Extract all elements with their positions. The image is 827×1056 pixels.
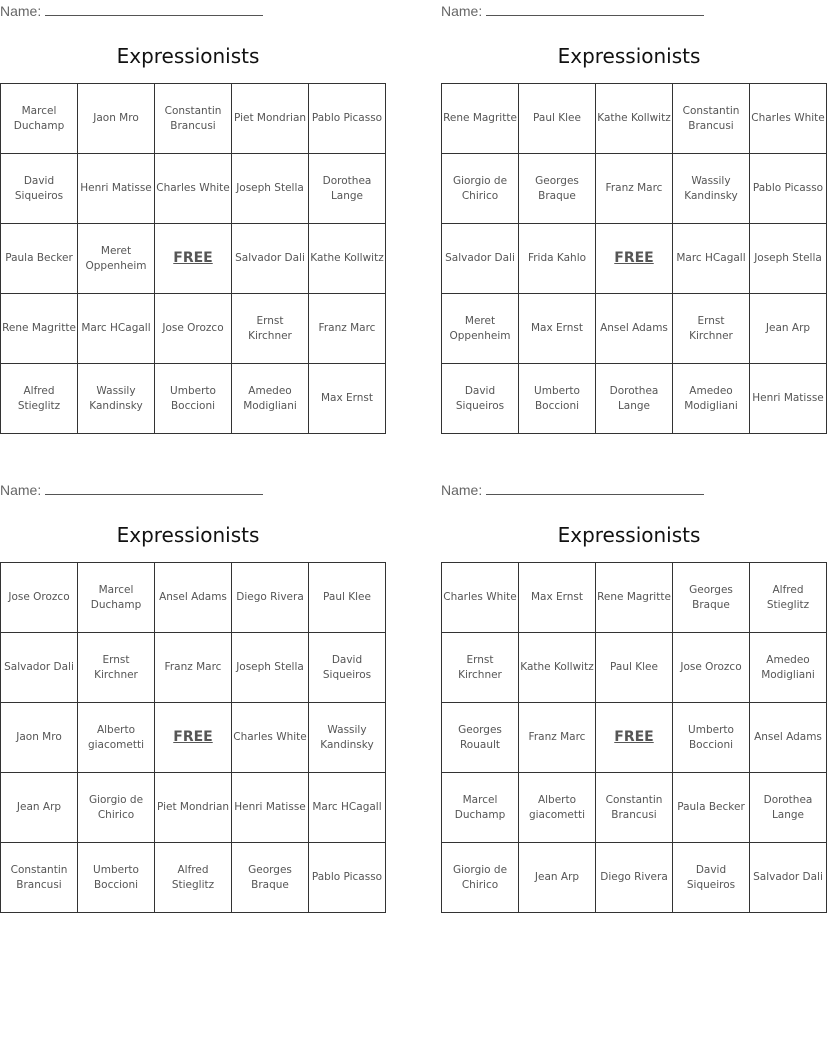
bingo-square[interactable] [750,154,827,224]
bingo-square[interactable] [519,84,596,154]
name-label: Name: [441,482,483,498]
square-label: Ernst Kirchner [94,653,138,681]
square-label: Ernst Kirchner [689,314,733,342]
bingo-square[interactable] [1,703,78,773]
name-line [0,3,263,19]
square-label: Paul Klee [610,661,658,673]
square-label: Jose Orozco [162,322,224,334]
bingo-square[interactable] [673,843,750,913]
square-label: FREE [614,728,654,745]
square-label: Jaon Mro [93,112,139,124]
square-label: Marcel Duchamp [454,793,506,821]
square-label: Franz Marc [528,731,586,743]
square-label: Alfred Stieglitz [171,863,215,891]
name-blank[interactable] [486,3,704,16]
square-label: Salvador Dali [4,661,74,673]
bingo-square[interactable] [232,633,309,703]
bingo-grid [441,562,827,913]
free-square[interactable] [596,224,673,294]
bingo-square[interactable] [442,294,519,364]
bingo-square[interactable] [309,224,386,294]
bingo-square[interactable] [155,773,232,843]
bingo-square[interactable] [155,294,232,364]
bingo-square[interactable] [519,703,596,773]
square-label: Marcel Duchamp [90,583,142,611]
bingo-square[interactable] [155,154,232,224]
square-label: FREE [614,249,654,266]
square-label: Dorothea Lange [609,384,659,412]
square-label: Meret Oppenheim [449,314,511,342]
bingo-row [1,563,386,633]
bingo-square[interactable] [309,773,386,843]
card-title: Expressionists [116,523,260,547]
bingo-grid [0,562,386,913]
square-label: Max Ernst [320,392,374,404]
bingo-square[interactable] [309,84,386,154]
square-label: Kathe Kollwitz [520,661,594,673]
bingo-grid [441,83,827,434]
square-label: Amedeo Modigliani [684,384,738,412]
square-label: Giorgio de Chirico [88,793,144,821]
square-label: Franz Marc [605,182,663,194]
bingo-square[interactable] [78,703,155,773]
square-label: Georges Braque [248,863,292,891]
bingo-row [442,633,827,703]
bingo-row [1,84,386,154]
bingo-square[interactable] [750,294,827,364]
name-blank[interactable] [45,482,263,495]
bingo-square[interactable] [750,843,827,913]
bingo-square[interactable] [442,224,519,294]
bingo-square[interactable] [1,294,78,364]
card-title: Expressionists [557,44,701,68]
bingo-square[interactable] [673,773,750,843]
bingo-square[interactable] [442,843,519,913]
bingo-square[interactable] [232,294,309,364]
name-line [441,3,704,19]
name-line [0,482,263,498]
bingo-square[interactable] [1,364,78,434]
square-label: Georges Rouault [458,723,502,751]
square-label: Ernst Kirchner [248,314,292,342]
square-label: Wassily Kandinsky [320,723,374,751]
bingo-square[interactable] [232,773,309,843]
bingo-square[interactable] [750,633,827,703]
square-label: Pablo Picasso [752,182,824,194]
bingo-row [442,294,827,364]
square-label: Marc HCagall [312,801,382,813]
square-label: Dorothea Lange [763,793,813,821]
square-label: Max Ernst [530,591,584,603]
square-label: David Siqueiros [322,653,372,681]
bingo-square[interactable] [155,364,232,434]
bingo-square[interactable] [155,84,232,154]
square-label: Umberto Boccioni [93,863,139,891]
square-label: Joseph Stella [236,182,304,194]
bingo-square[interactable] [78,84,155,154]
square-label: Joseph Stella [754,252,822,264]
bingo-square[interactable] [78,843,155,913]
bingo-square[interactable] [596,563,673,633]
square-label: David Siqueiros [686,863,736,891]
square-label: Salvador Dali [753,871,823,883]
square-label: Charles White [751,112,825,124]
square-label: Ernst Kirchner [458,653,502,681]
square-label: Kathe Kollwitz [597,112,671,124]
bingo-row [442,84,827,154]
bingo-square[interactable] [442,703,519,773]
bingo-row [1,633,386,703]
bingo-row [1,154,386,224]
bingo-row [1,224,386,294]
free-square[interactable] [155,224,232,294]
square-label: Jose Orozco [8,591,70,603]
square-label: Joseph Stella [236,661,304,673]
square-label: Constantin Brancusi [605,793,663,821]
square-label: Paul Klee [323,591,371,603]
bingo-row [1,703,386,773]
square-label: Max Ernst [530,322,584,334]
bingo-square[interactable] [519,224,596,294]
bingo-square[interactable] [1,843,78,913]
square-label: Rene Magritte [597,591,671,603]
square-label: Henri Matisse [752,392,824,404]
square-label: Jean Arp [534,871,580,883]
bingo-square[interactable] [596,84,673,154]
bingo-square[interactable] [232,154,309,224]
bingo-square[interactable] [78,773,155,843]
bingo-square[interactable] [78,563,155,633]
bingo-square[interactable] [155,633,232,703]
bingo-row [1,773,386,843]
bingo-square[interactable] [519,294,596,364]
square-label: Paula Becker [5,252,73,264]
bingo-square[interactable] [1,224,78,294]
square-label: Piet Mondrian [233,112,307,124]
bingo-row [442,224,827,294]
square-label: Paula Becker [677,801,745,813]
square-label: Jean Arp [16,801,62,813]
bingo-row [1,364,386,434]
square-label: Jose Orozco [680,661,742,673]
bingo-square[interactable] [309,154,386,224]
bingo-square[interactable] [673,84,750,154]
bingo-square[interactable] [673,224,750,294]
bingo-square[interactable] [673,633,750,703]
square-label: Piet Mondrian [156,801,230,813]
card-title: Expressionists [116,44,260,68]
bingo-square[interactable] [750,703,827,773]
bingo-row [1,294,386,364]
bingo-square[interactable] [519,843,596,913]
free-square[interactable] [155,703,232,773]
name-line [441,482,704,498]
bingo-square[interactable] [442,84,519,154]
bingo-row [442,843,827,913]
square-label: Amedeo Modigliani [761,653,815,681]
square-label: Pablo Picasso [311,112,383,124]
bingo-square[interactable] [155,563,232,633]
bingo-row [442,563,827,633]
bingo-square[interactable] [78,364,155,434]
bingo-square[interactable] [673,563,750,633]
bingo-square[interactable] [596,633,673,703]
bingo-square[interactable] [596,843,673,913]
square-label: FREE [173,728,213,745]
bingo-square[interactable] [750,364,827,434]
square-label: Constantin Brancusi [10,863,68,891]
square-label: David Siqueiros [455,384,505,412]
bingo-square[interactable] [673,364,750,434]
square-label: Jean Arp [765,322,811,334]
bingo-square[interactable] [78,633,155,703]
bingo-row [442,703,827,773]
bingo-square[interactable] [1,84,78,154]
bingo-square[interactable] [1,633,78,703]
bingo-square[interactable] [1,773,78,843]
bingo-square[interactable] [442,563,519,633]
bingo-square[interactable] [232,563,309,633]
square-label: Franz Marc [164,661,222,673]
bingo-square[interactable] [309,563,386,633]
free-square[interactable] [596,703,673,773]
square-label: Frida Kahlo [527,252,587,264]
square-label: Alberto giacometti [87,723,145,751]
square-label: Jaon Mro [16,731,62,743]
square-label: Wassily Kandinsky [684,174,738,202]
square-label: Wassily Kandinsky [89,384,143,412]
square-label: Henri Matisse [234,801,306,813]
bingo-square[interactable] [673,294,750,364]
square-label: Franz Marc [318,322,376,334]
square-label: Alfred Stieglitz [17,384,61,412]
bingo-square[interactable] [442,773,519,843]
square-label: Marc HCagall [676,252,746,264]
bingo-square[interactable] [78,154,155,224]
square-label: Charles White [443,591,517,603]
square-label: Charles White [233,731,307,743]
name-label: Name: [441,3,483,19]
square-label: Alberto giacometti [528,793,586,821]
square-label: Ansel Adams [159,591,227,603]
bingo-square[interactable] [78,294,155,364]
bingo-grid [0,83,386,434]
square-label: Diego Rivera [600,871,668,883]
square-label: Meret Oppenheim [85,244,147,272]
square-label: Rene Magritte [2,322,76,334]
bingo-row [442,154,827,224]
square-label: Giorgio de Chirico [452,863,508,891]
square-label: Constantin Brancusi [682,104,740,132]
bingo-square[interactable] [519,633,596,703]
square-label: Paul Klee [533,112,581,124]
name-blank[interactable] [45,3,263,16]
bingo-square[interactable] [596,773,673,843]
square-label: Marc HCagall [81,322,151,334]
square-label: Amedeo Modigliani [243,384,297,412]
square-label: Georges Braque [689,583,733,611]
bingo-square[interactable] [519,364,596,434]
bingo-square[interactable] [519,773,596,843]
bingo-square[interactable] [442,364,519,434]
square-label: FREE [173,249,213,266]
bingo-square[interactable] [309,633,386,703]
square-label: Ansel Adams [754,731,822,743]
bingo-square[interactable] [155,843,232,913]
bingo-square[interactable] [519,154,596,224]
square-label: Marcel Duchamp [13,104,65,132]
square-label: Georges Braque [535,174,579,202]
square-label: Dorothea Lange [322,174,372,202]
square-label: Umberto Boccioni [688,723,734,751]
name-label: Name: [0,3,42,19]
square-label: Giorgio de Chirico [452,174,508,202]
square-label: Diego Rivera [236,591,304,603]
bingo-square[interactable] [309,843,386,913]
square-label: Charles White [156,182,230,194]
square-label: Pablo Picasso [311,871,383,883]
bingo-square[interactable] [673,154,750,224]
name-blank[interactable] [486,482,704,495]
bingo-square[interactable] [232,224,309,294]
square-label: Salvador Dali [445,252,515,264]
square-label: Umberto Boccioni [170,384,216,412]
square-label: Ansel Adams [600,322,668,334]
square-label: Henri Matisse [80,182,152,194]
bingo-square[interactable] [78,224,155,294]
bingo-square[interactable] [442,154,519,224]
bingo-square[interactable] [519,563,596,633]
bingo-square[interactable] [596,364,673,434]
bingo-square[interactable] [750,224,827,294]
bingo-square[interactable] [1,154,78,224]
card-title: Expressionists [557,523,701,547]
bingo-square[interactable] [1,563,78,633]
bingo-square[interactable] [442,633,519,703]
bingo-square[interactable] [596,294,673,364]
square-label: Salvador Dali [235,252,305,264]
bingo-row [1,843,386,913]
bingo-row [442,364,827,434]
square-label: Constantin Brancusi [164,104,222,132]
square-label: David Siqueiros [14,174,64,202]
bingo-square[interactable] [750,773,827,843]
bingo-square[interactable] [232,364,309,434]
square-label: Rene Magritte [443,112,517,124]
bingo-square[interactable] [673,703,750,773]
square-label: Alfred Stieglitz [766,583,810,611]
bingo-row [442,773,827,843]
bingo-square[interactable] [309,364,386,434]
bingo-square[interactable] [596,154,673,224]
bingo-square[interactable] [750,563,827,633]
bingo-square[interactable] [309,294,386,364]
bingo-square[interactable] [309,703,386,773]
square-label: Kathe Kollwitz [310,252,384,264]
bingo-square[interactable] [232,843,309,913]
bingo-square[interactable] [750,84,827,154]
square-label: Umberto Boccioni [534,384,580,412]
name-label: Name: [0,482,42,498]
bingo-square[interactable] [232,703,309,773]
bingo-square[interactable] [232,84,309,154]
